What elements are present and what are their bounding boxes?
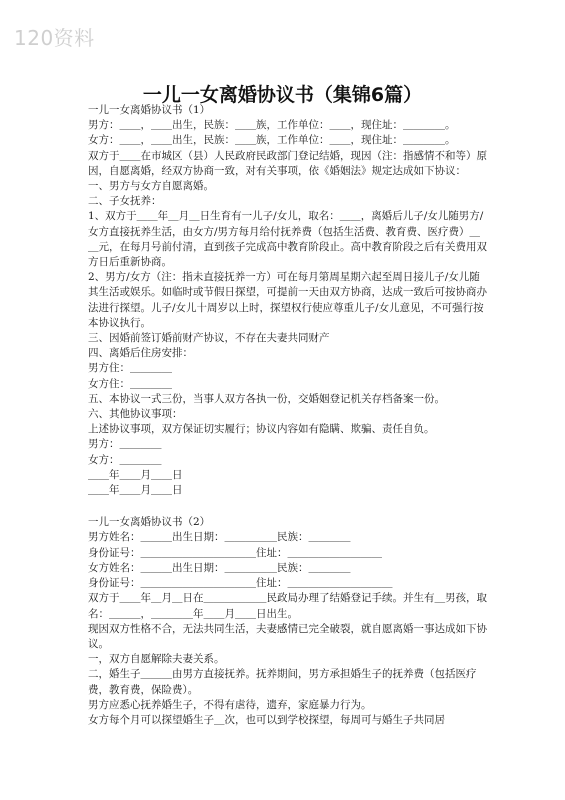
paragraph: 双方于＿＿在市城区（县）人民政府民政部门登记结婚，现因（注：指感情不和等）原因，自愿离婚，经双方协商一致，对有关事项，依《婚姻法》规定达成如下协议： [88, 149, 487, 177]
paragraph: 2、男方/女方（注：指未直接抚养一方）可在每月第周星期六起至周日接儿子/女儿随其生活或娱乐。如临时或节假日探望，可提前一天由双方协商，达成一致后可按协商办法进行探望。儿子/女儿十周岁以上时，探望权行使应尊重儿子/女儿意见，不可强行按本协议执行。 [88, 271, 487, 329]
section-heading: 一儿一女离婚协议书（2） [88, 516, 211, 529]
paragraph: 双方于＿＿年＿月＿日在＿＿＿＿＿＿民政局办理了结婚登记手续。并生有＿男孩，取名：＿＿＿，＿＿＿＿年＿＿月＿＿日出生。 [88, 592, 487, 620]
paragraph: 身份证号：＿＿＿＿＿＿＿＿＿＿＿住址：＿＿＿＿＿＿＿＿＿ [88, 546, 382, 559]
section-heading: 一儿一女离婚协议书（1） [88, 104, 211, 116]
paragraph: 女方姓名：＿＿＿出生日期：＿＿＿＿＿民族：＿＿＿＿ [88, 561, 351, 574]
paragraph: 1、双方于＿＿年＿月＿日生育有一儿子/女儿，取名：＿＿，离婚后儿子/女儿随男方/女方直接抚养生活，由女方/男方每月给付抚养费（包括生活费、教育费、医疗费）＿＿元，在每月号前付清，直到孩子完成高中教育阶段止。高中教育阶段之后有关费用双方日后重新协商。 [88, 210, 487, 269]
signature-line: 男方：＿＿＿＿ [88, 438, 162, 451]
paragraph: 男方：＿＿，＿＿出生，民族：＿＿族，工作单位：＿＿，现住址：＿＿＿＿。 [88, 119, 456, 132]
paragraph: 四、离婚后住房安排： [88, 347, 193, 360]
paragraph: 上述协议事项，双方保证切实履行；协议内容如有隐瞒、欺骗、责任自负。 [88, 423, 435, 436]
paragraph: 二、子女抚养： [88, 195, 162, 208]
paragraph: 男方姓名：＿＿＿出生日期：＿＿＿＿＿民族：＿＿＿＿ [88, 531, 351, 544]
paragraph: 二，婚生子＿＿＿由男方直接抚养。抚养期间，男方承担婚生子的抚养费（包括医疗费，教育费，保险费）。 [88, 668, 477, 696]
date-line: ＿＿年＿＿月＿＿日 [88, 484, 183, 497]
paragraph: 男方住：＿＿＿＿ [88, 362, 172, 375]
paragraph: 现因双方性格不合，无法共同生活，夫妻感情已完全破裂，就自愿离婚一事达成如下协议。 [88, 622, 487, 650]
document-title: 一儿一女离婚协议书（集锦6篇） [142, 84, 423, 106]
paragraph: 身份证号：＿＿＿＿＿＿＿＿＿＿＿住址：＿＿＿＿＿＿＿＿＿＿ [88, 577, 393, 590]
paragraph: 一、男方与女方自愿离婚。 [88, 180, 214, 193]
paragraph: 女方：＿＿，＿＿出生，民族：＿＿族，工作单位：＿＿，现住址：＿＿＿＿。 [88, 134, 456, 147]
paragraph: 女方每个月可以探望婚生子＿次，也可以到学校探望，每周可与婚生子共同居 [88, 713, 445, 726]
section-gap [88, 498, 488, 515]
paragraph: 六、其他协议事项： [88, 408, 183, 421]
date-line: ＿＿年＿＿月＿＿日 [88, 468, 183, 481]
paragraph: 三、因婚前签订婚前财产协议，不存在夫妻共同财产 [88, 332, 330, 345]
paragraph: 五、本协议一式三份，当事人双方各执一份，交婚姻登记机关存档备案一份。 [88, 392, 445, 405]
signature-line: 女方：＿＿＿＿ [88, 453, 162, 466]
paragraph: 男方应悉心抚养婚生子，不得有虐待，遗弃，家庭暴力行为。 [88, 698, 372, 711]
paragraph: 女方住：＿＿＿＿ [88, 377, 172, 390]
document-body [88, 103, 488, 728]
watermark: 120资料 [14, 26, 95, 50]
paragraph: 一，双方自愿解除夫妻关系。 [88, 653, 225, 666]
